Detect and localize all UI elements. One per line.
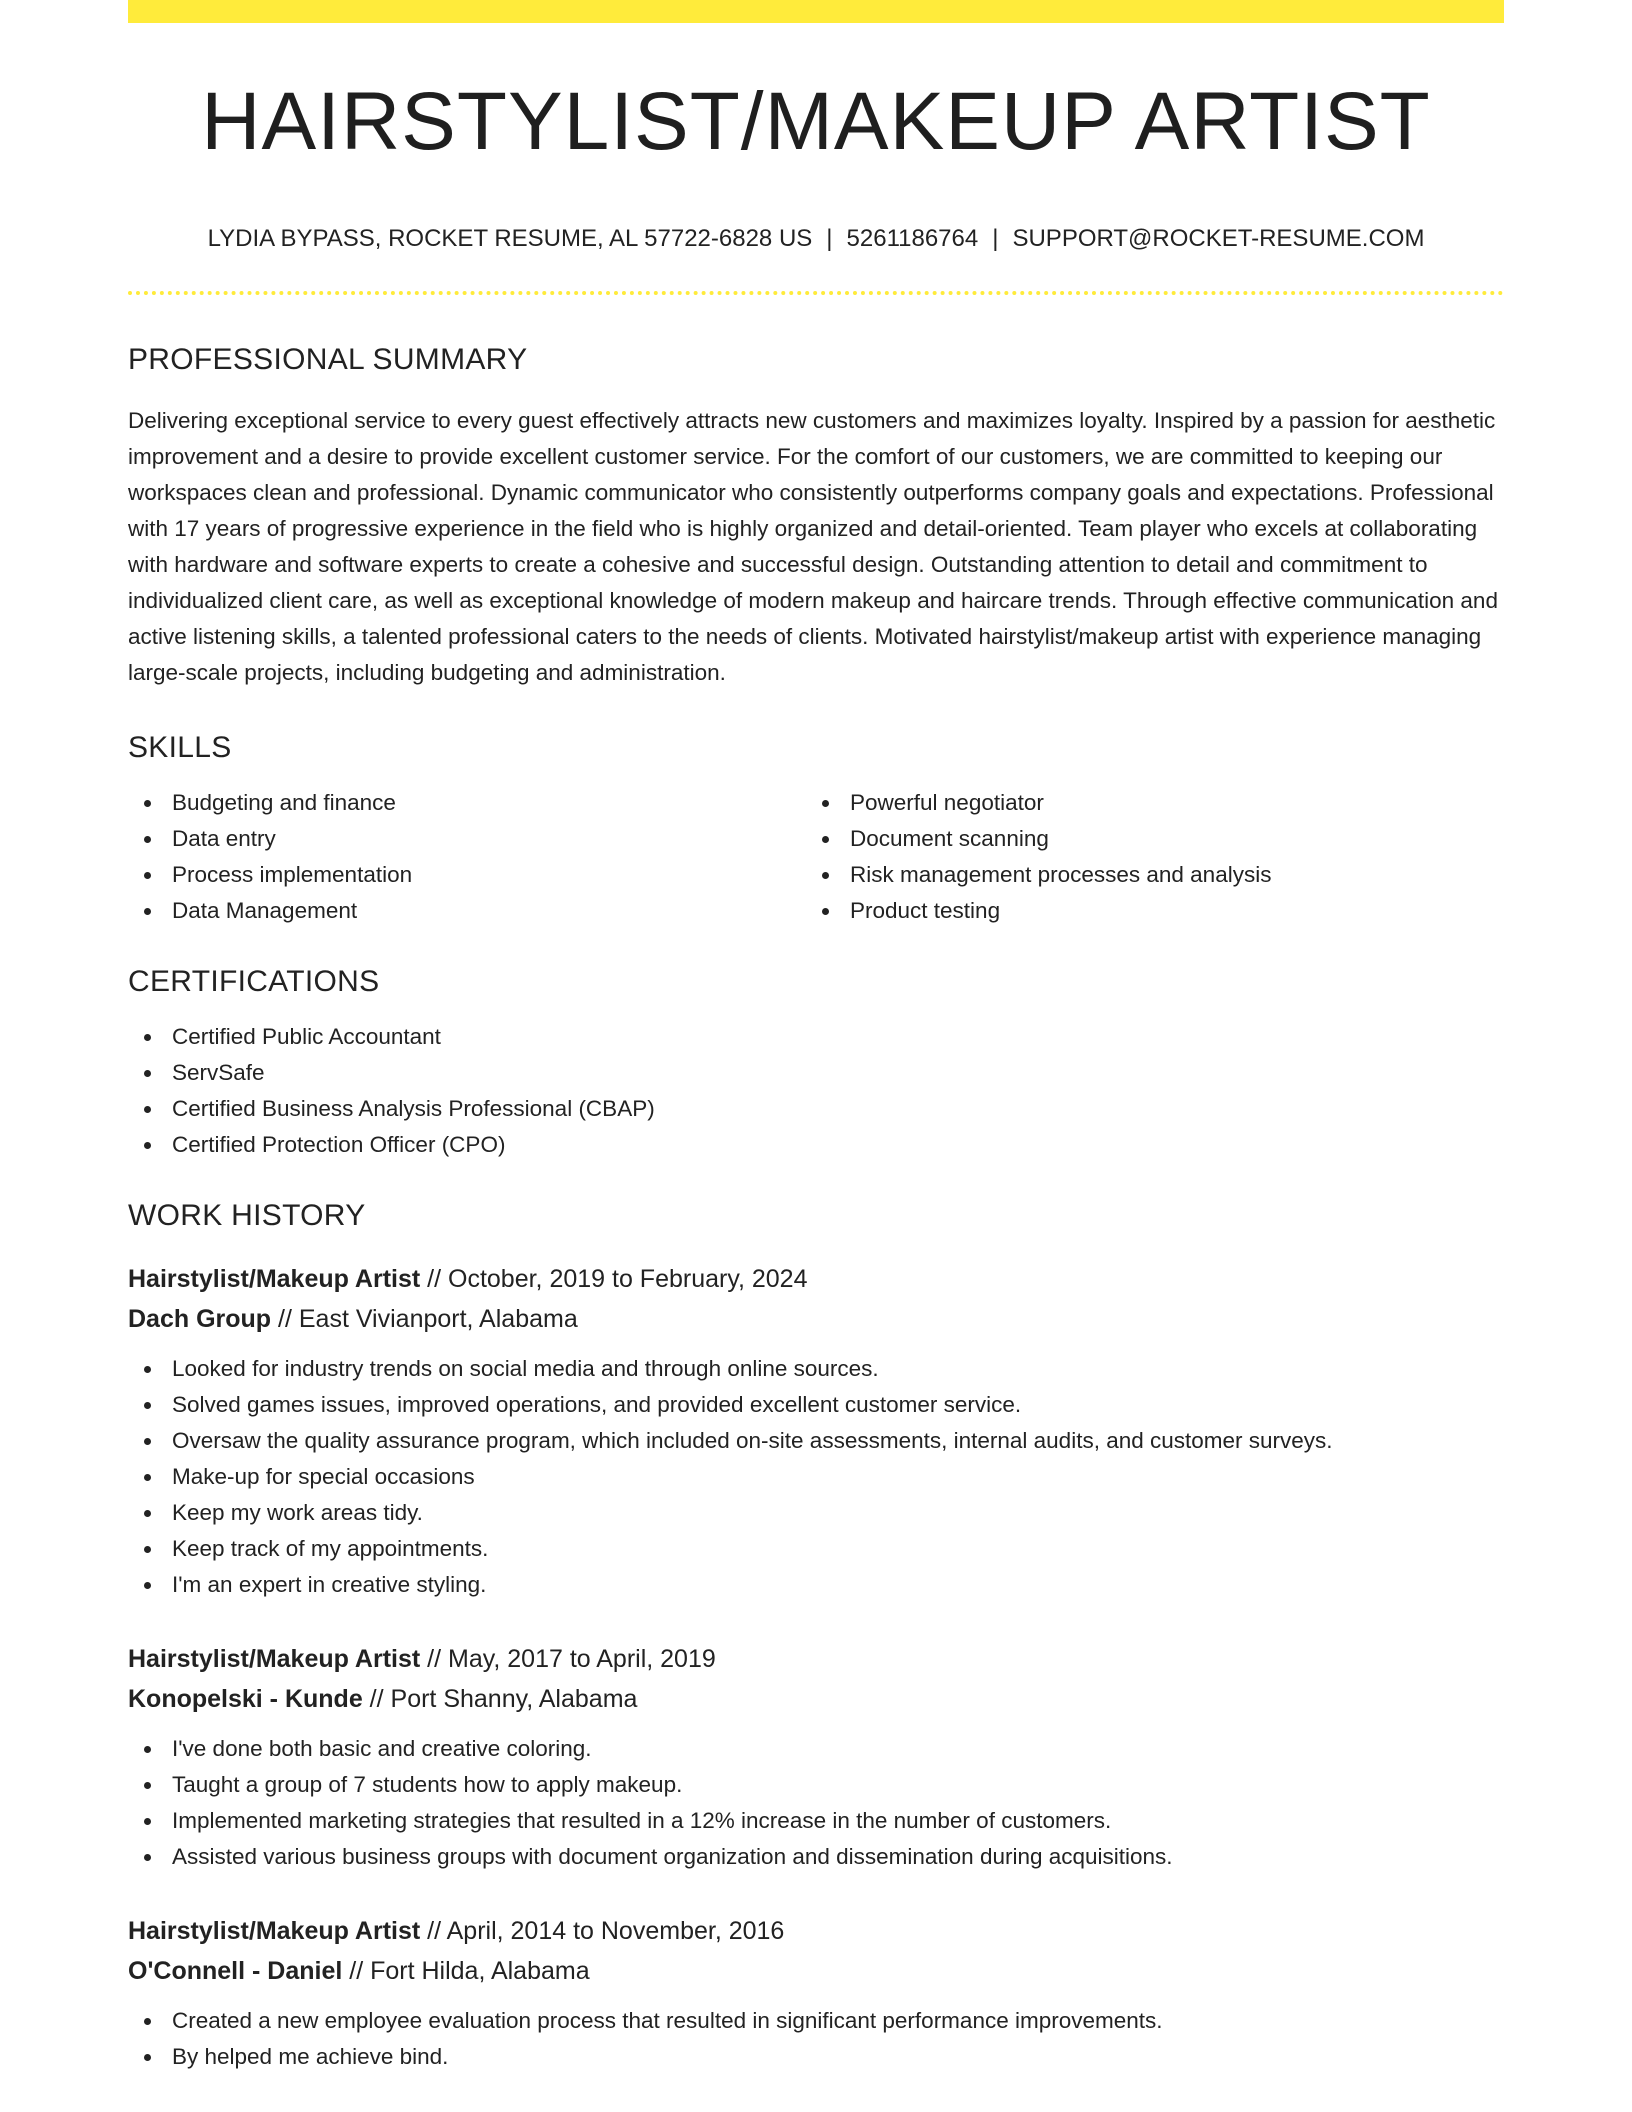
job-bullet: I'm an expert in creative styling.: [128, 1567, 1504, 1603]
job-dates: // May, 2017 to April, 2019: [420, 1645, 716, 1673]
job-company-line: [128, 1951, 1504, 1991]
resume-name-title: HAIRSTYLIST/MAKEUP ARTIST: [201, 76, 1431, 167]
job-bullet: Oversaw the quality assurance program, which included on-site assessments, internal audits, and customer surveys.: [128, 1423, 1504, 1459]
contact-line: [128, 227, 1504, 251]
skills-list-right: [806, 785, 1484, 929]
job-bullets: [128, 2003, 1504, 2075]
contact-separator: |: [992, 225, 999, 252]
skill-item: Product testing: [806, 893, 1484, 929]
job-bullet: Taught a group of 7 students how to apply makeup.: [128, 1767, 1504, 1803]
skill-item: Process implementation: [128, 857, 806, 893]
contact-phone: 5261186764: [846, 225, 979, 252]
job-bullets: [128, 1351, 1504, 1603]
skill-item: Budgeting and finance: [128, 785, 806, 821]
job-company: O'Connell - Daniel: [128, 1957, 343, 1985]
certifications-list: [128, 1019, 1504, 1163]
job-bullet: Created a new employee evaluation process that resulted in significant performance improvements.: [128, 2003, 1504, 2039]
skill-item: Data Management: [128, 893, 806, 929]
job-location: // Port Shanny, Alabama: [362, 1685, 638, 1713]
summary-heading: PROFESSIONAL SUMMARY: [128, 343, 528, 376]
work-history-heading: WORK HISTORY: [128, 1199, 366, 1232]
skill-item: Data entry: [128, 821, 806, 857]
job-entry: [128, 1911, 1504, 2075]
job-dates: // April, 2014 to November, 2016: [420, 1917, 785, 1945]
job-location: // East Vivianport, Alabama: [271, 1305, 578, 1333]
certification-item: ServSafe: [128, 1055, 1504, 1091]
contact-email: SUPPORT@ROCKET-RESUME.COM: [1012, 225, 1425, 252]
job-bullet: I've done both basic and creative coloring.: [128, 1731, 1504, 1767]
skills-grid: [128, 785, 1504, 929]
job-entry: [128, 1259, 1504, 1603]
job-role: Hairstylist/Makeup Artist: [128, 1917, 421, 1945]
contact-address: LYDIA BYPASS, ROCKET RESUME, AL 57722-6828 US: [207, 225, 813, 252]
job-company-line: [128, 1679, 1504, 1719]
job-company: Dach Group: [128, 1305, 272, 1333]
job-role-line: [128, 1911, 1504, 1951]
job-bullets: [128, 1731, 1504, 1875]
resume-page: [128, 0, 1504, 2075]
certifications-heading: CERTIFICATIONS: [128, 965, 380, 998]
job-role: Hairstylist/Makeup Artist: [128, 1645, 421, 1673]
dotted-divider: [128, 291, 1504, 295]
skill-item: Powerful negotiator: [806, 785, 1484, 821]
certification-item: Certified Business Analysis Professional (CBAP): [128, 1091, 1504, 1127]
job-bullet: Assisted various business groups with document organization and dissemination during acquisitions.: [128, 1839, 1504, 1875]
job-role: Hairstylist/Makeup Artist: [128, 1265, 421, 1293]
summary-text: Delivering exceptional service to every guest effectively attracts new customers and maximizes loyalty. Inspired by a passion for aesthetic improvement and a desire to provide excellent customer service. For the comfort of our customers, we are committed to keeping our workspaces clean and professional. Dynamic communicator who consistently outperforms company goals and expectations. Professional with 17 years of progressive experience in the field who is highly organized and detail-oriented. Team player who excels at collaborating with hardware and software experts to create a cohesive and successful design. Outstanding attention to detail and commitment to individualized client care, as well as exceptional knowledge of modern makeup and haircare trends. Through effective communication and active listening skills, a talented professional caters to the needs of clients. Motivated hairstylist/makeup artist with experience managing large-scale projects, including budgeting and administration.: [128, 408, 1498, 685]
skill-item: Risk management processes and analysis: [806, 857, 1484, 893]
skills-list-left: [128, 785, 806, 929]
accent-top-bar: [128, 0, 1504, 23]
job-role-line: [128, 1639, 1504, 1679]
contact-separator: |: [826, 225, 833, 252]
skill-item: Document scanning: [806, 821, 1484, 857]
job-bullet: Looked for industry trends on social media and through online sources.: [128, 1351, 1504, 1387]
job-bullet: By helped me achieve bind.: [128, 2039, 1504, 2075]
job-bullet: Make-up for special occasions: [128, 1459, 1504, 1495]
job-bullet: Implemented marketing strategies that resulted in a 12% increase in the number of customers.: [128, 1803, 1504, 1839]
skills-heading: SKILLS: [128, 731, 232, 764]
job-bullet: Keep my work areas tidy.: [128, 1495, 1504, 1531]
certification-item: Certified Public Accountant: [128, 1019, 1504, 1055]
job-bullet: Keep track of my appointments.: [128, 1531, 1504, 1567]
job-bullet: Solved games issues, improved operations, and provided excellent customer service.: [128, 1387, 1504, 1423]
certification-item: Certified Protection Officer (CPO): [128, 1127, 1504, 1163]
job-company: Konopelski - Kunde: [128, 1685, 363, 1713]
job-role-line: [128, 1259, 1504, 1299]
job-location: // Fort Hilda, Alabama: [342, 1957, 590, 1985]
job-dates: // October, 2019 to February, 2024: [420, 1265, 808, 1293]
job-company-line: [128, 1299, 1504, 1339]
job-entry: [128, 1639, 1504, 1875]
